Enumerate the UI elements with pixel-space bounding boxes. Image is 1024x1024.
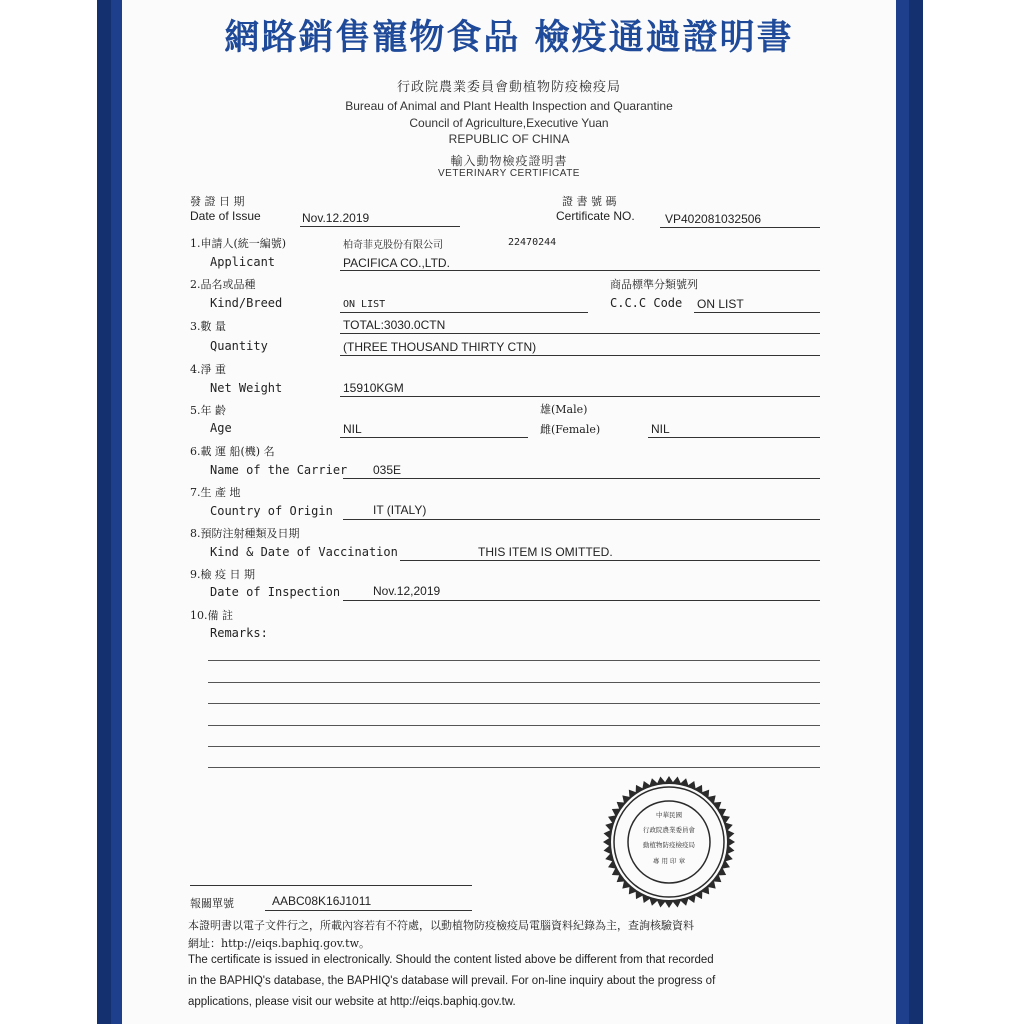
origin-label: Country of Origin [210,504,333,518]
quantity-value-2: (THREE THOUSAND THIRTY CTN) [343,340,537,354]
footer-note-en-2: in the BAPHIQ's database, the BAPHIQ's database will prevail. For on-line inquiry about the progress of [188,975,716,987]
carrier-line [343,478,820,479]
seal-text-top: 中華民國 [656,811,682,819]
vaccination-label: Kind & Date of Vaccination [210,545,398,559]
carrier-label-zh: 6.載 運 船(機) 名 [190,445,275,458]
inspection-line [343,600,820,601]
applicant-value: PACIFICA CO.,LTD. [343,256,450,270]
weight-line [340,396,820,397]
quantity-line-2 [340,355,820,356]
female-label: 雌(Female) [540,423,601,436]
applicant-label-zh: 1.申請人(統一編號) [190,237,287,250]
quantity-line-1 [340,333,820,334]
issue-date-line [300,226,460,227]
origin-value: IT (ITALY) [373,503,427,517]
vaccination-line [400,560,820,561]
declaration-top-line [190,885,472,886]
cert-title-zh: 輸入動物檢疫證明書 [450,154,568,168]
remarks-line [208,746,820,747]
headline-title: 網路銷售寵物食品 檢疫通過證明書 [224,18,794,58]
remarks-line [208,682,820,683]
weight-label-zh: 4.淨 重 [190,363,226,376]
cert-no-line [660,227,820,228]
seal-text-3: 專 用 印 章 [652,857,686,865]
footer-note-zh-2: 網址：http://eiqs.baphiq.gov.tw。 [188,937,370,950]
declaration-line [265,910,472,911]
quantity-label: Quantity [210,339,268,353]
inspection-label-zh: 9.檢 疫 日 期 [190,568,255,581]
issue-date-value: Nov.12.2019 [302,211,370,225]
agency-council: Council of Agriculture,Executive Yuan [409,116,609,130]
remarks-line [208,660,820,661]
remarks-line [208,703,820,704]
age-value: NIL [343,422,362,436]
ccc-line [694,312,820,313]
remarks-label-zh: 10.備 註 [190,609,233,622]
ccc-label: C.C.C Code [610,296,683,310]
carrier-value: 035E [373,463,402,477]
quantity-value-1: TOTAL:3030.0CTN [343,318,446,332]
remarks-line [208,725,820,726]
inspection-label: Date of Inspection [210,585,341,599]
cert-no-label-zh: 證 書 號 碼 [562,195,617,208]
official-seal-icon [602,775,736,909]
male-label: 雄(Male) [540,403,588,416]
age-label: Age [210,421,232,435]
weight-value: 15910KGM [343,381,404,395]
agency-name-en: Bureau of Animal and Plant Health Inspection and Quarantine [345,99,673,113]
agency-name-zh: 行政院農業委員會動植物防疫檢疫局 [396,80,621,95]
applicant-line [340,270,820,271]
declaration-label-zh: 報關單號 [190,897,234,910]
kind-line [340,312,588,313]
quantity-label-zh: 3.數 量 [190,320,226,333]
declaration-value: AABC08K16J1011 [272,894,372,908]
carrier-label: Name of the Carrier [210,463,348,477]
age-line [340,437,528,438]
cert-no-label: Certificate NO. [556,209,635,223]
issue-date-label: Date of Issue [190,209,261,223]
footer-note-zh-1: 本證明書以電子文件行之，所載內容若有不符處，以動植物防疫檢疫局電腦資料紀錄為主，查詢核驗資料 [188,919,694,932]
vaccination-label-zh: 8.預防注射種類及日期 [190,527,300,540]
female-value: NIL [651,422,670,436]
inspection-value: Nov.12,2019 [373,584,441,598]
applicant-id: 22470244 [508,237,557,248]
cert-no-value: VP402081032506 [665,212,762,226]
seal-text-1: 行政院農業委員會 [643,826,695,834]
agency-country: REPUBLIC OF CHINA [448,132,570,146]
cert-title-en: VETERINARY CERTIFICATE [438,168,580,179]
weight-label: Net Weight [210,381,283,395]
applicant-value-zh: 柏奇菲克股份有限公司 [343,240,443,251]
vaccination-value: THIS ITEM IS OMITTED. [478,545,613,559]
kind-label: Kind/Breed [210,296,283,310]
footer-note-en-1: The certificate is issued in electronically. Should the content listed above be different from that recorded [188,954,714,966]
kind-value: ON LIST [343,299,386,310]
footer-note-en-3: applications, please visit our website at http://eiqs.baphiq.gov.tw. [188,996,516,1008]
applicant-label: Applicant [210,255,276,269]
issue-date-label-zh: 發 證 日 期 [190,195,245,208]
remarks-label: Remarks: [210,626,268,640]
age-label-zh: 5.年 齡 [190,404,226,417]
origin-line [343,519,820,520]
ccc-label-zh: 商品標準分類號列 [610,278,698,291]
origin-label-zh: 7.生 產 地 [190,486,241,499]
remarks-line [208,767,820,768]
seal-text-2: 動植物防疫檢疫局 [643,841,695,849]
female-line [648,437,820,438]
ccc-value: ON LIST [697,297,744,311]
kind-label-zh: 2.品名或品種 [190,278,256,291]
